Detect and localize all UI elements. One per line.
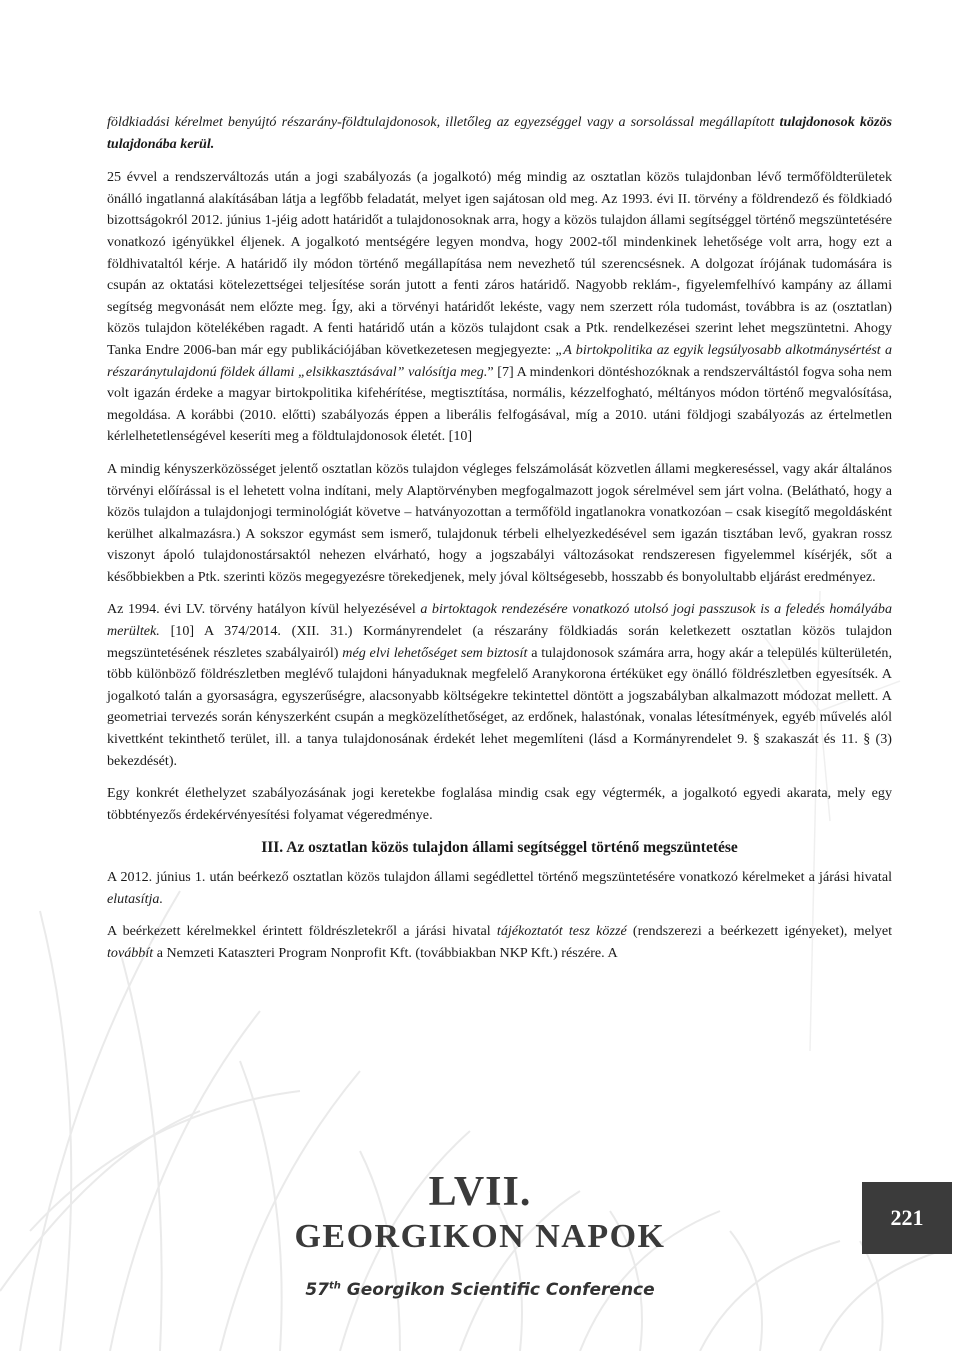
p2-text-b: ” [7] A mindenkori döntéshozóknak a rendszerváltástól fogva soha nem volt igazán érdeke a magyar birtokpolitika kifehérítése, megtisztítása, normális, kézzelfogható, méltányos módon történő megvalósítása, megoldása. A korábbi (2010. előtti) szabályozás éppen a liberális felfogásával, míg a 2010. utáni földjogi szabályozás az értelmetlen kérlelhetetlenségével keseríti meg a földtulajdonosok életét. [10] (107, 363, 892, 445)
page-number-badge: 221 (862, 1182, 952, 1254)
p6-italic: elutasítja. (107, 890, 163, 907)
paragraph-1 (107, 112, 892, 155)
p4-italic-1: a birtoktagok rendezésére vonatkozó utolsó jogi passzusok is a feledés homályába merültek. (107, 601, 893, 640)
p7-text-b: (rendszerezi a beérkezett igényeket), melyet (626, 923, 892, 940)
paragraph-7 (107, 921, 892, 964)
p4-text-a: Az 1994. évi LV. törvény hatályon kívül helyezésével (107, 601, 421, 618)
footer-edition: LVII. (428, 1169, 532, 1215)
paragraph-5: Egy konkrét élethelyzet szabályozásának jogi keretekbe foglalása mindig csak egy végtermék, a jogalkotó egyedi akarata, mely egy többtényezős érdekérvényesítési folyamat végeredménye. (107, 785, 892, 823)
p1-italic-text: földkiadási kérelmet benyújtó részarány-földtulajdonosok, illetőleg az egyezséggel vagy a sorsolással megállapított (107, 114, 780, 130)
p7-text-c: a Nemzeti Kataszteri Program Nonprofit Kft. (továbbiakban NKP Kft.) részére. A (153, 944, 618, 961)
paragraph-2 (107, 167, 892, 448)
conf-text: Georgikon Scientific Conference (340, 1280, 655, 1300)
p2-quote: „A birtokpolitika az egyik legsúlyosabb alkotmánysértést a részaránytulajdonú földek állami „elsikkasztásával” valósítja meg. (107, 341, 892, 380)
paragraph-4 (107, 599, 892, 772)
footer-conference (0, 1280, 960, 1300)
p7-italic-2: továbbít (107, 944, 154, 961)
paragraph-3: A mindig kényszerközösséget jelentő osztatlan közös tulajdon végleges felszámolását közvetlen állami megkereséssel, vagy akár általános törvényi előírással is el lehetett volna indítani, mely Alaptörvényben megfogalmazott jogok sérelmével sem járt volna. (Belátható, hogy a közös tulajdon a tulajdonjogi terminológiát követve – hatványozottan a termőföld ingatlanokra vonatkozóan – csak kisegítő megoldásként kerülhet alkalmazásra.) A sokszor egymást sem ismerő, tulajdonuk térbeli elhelyezkedésével sem igazán tisztában levő, gyakran rossz viszonyt ápoló tulajdonostársaktól nehezen elvárható, hogy a jogszabályi változásokat rendszeresen figyelemmel kísérjék, sőt a későbbiekben a Ptk. szerinti közös megegyezésre törekedjenek, mely jóval költségesebb, hosszabb és bonyolultabb eljárást eredményez. (107, 460, 892, 585)
p4-text-c: a tulajdonosok számára arra, hogy akár a település külterületén, több különböző földrészletben meglévő tulajdoni hányaduknak megfelelő Aranykorona értéküket egy önálló földrészletben egyesítsék. A jogalkotó talán a gyorsaságra, egyszerűségre, alacsonyabb költségekre tekintettel döntött a jogszabályban alkalmazott módozat mellett. A geometriai tervezés során kényszerként csupán a megközelíthetőséget, az erdőnek, halastónak, vonalas létesítmények, egyéb művelés alól kivettként tekinthető terület, ill. a tanya tulajdonosának érdekét lehet megemlíteni (lásd a Kormányrendelet 9. § szakaszát és 11. § (3) bekezdését). (107, 644, 892, 769)
p2-text-a: 25 évvel a rendszerváltozás után a jogi szabályozás (a jogalkotó) még mindig az osztatlan közös tulajdonban lévő termőföldterületek önálló ingatlanná alakításában látja a legfőbb feladatát, melyet igen sajátosan old meg. Az 1993. évi II. törvény a földrendező és földkiadó bizottságokról 2012. június 1-jéig adott határidőt a tulajdonosoknak arra, hogy a közös tulajdon állami segítséggel történő megszüntetésére vonatkozó igényükkel éljenek. A jogalkotó mentségére legyen mondva, hogy 2002-től mindenkinek lehetősége volt arra, hogy ezt a földhivataltól kérje. A határidő ily módon történő megállapítása nem nevezhető túl szerencsésnek. A dolgozat írójának tudomására is csupán az oktatási kötelezettségei teljesítése során jutott a fenti záros határidő. Nagyobb reklám-, figyelemfelhívó kampány az állami segítség megvonását nem előzte meg. Így, aki a törvényi határidőt lekéste, vagy nem szerzett róla tudomást, továbbra is az (osztatlan) közös tulajdon kötelékében ragadt. A fenti határidő után a közös tulajdont csak a Ptk. rendelkezései szerint lehet megszüntetni. Ahogy Tanka Endre 2006-ban már egy publikációjában következetesen megjegyezte: (107, 169, 892, 358)
p6-text-a: A 2012. június 1. után beérkező osztatlan közös tulajdon állami segédlettel történő megszüntetésére vonatkozó kérelmeket a járási hivatal (107, 869, 892, 885)
p7-text-a: A beérkezett kérelmekkel érintett földrészletekről a járási hivatal (107, 923, 497, 940)
p1-bold-text: tulajdonosok közös tulajdonába kerül. (107, 114, 892, 152)
conf-number: 57 (305, 1280, 329, 1300)
section-heading: III. Az osztatlan közös tulajdon állami segítséggel történő megszüntetése (261, 839, 738, 857)
p4-text-b: [10] A 374/2014. (XII. 31.) Kormányrendelet (a részarány földkiadás során keletkezett osztatlan közös tulajdon megszüntetésének részletes szabályairól) (107, 623, 892, 661)
p7-italic-1: tájékoztatót tesz közzé (496, 923, 627, 940)
conf-sup: th (328, 1280, 341, 1292)
footer-title: GEORGIKON NAPOK (294, 1218, 666, 1255)
article-body (107, 112, 892, 975)
paragraph-6 (107, 867, 892, 910)
p4-italic-2: még elvi lehetőséget sem biztosít (342, 644, 528, 661)
